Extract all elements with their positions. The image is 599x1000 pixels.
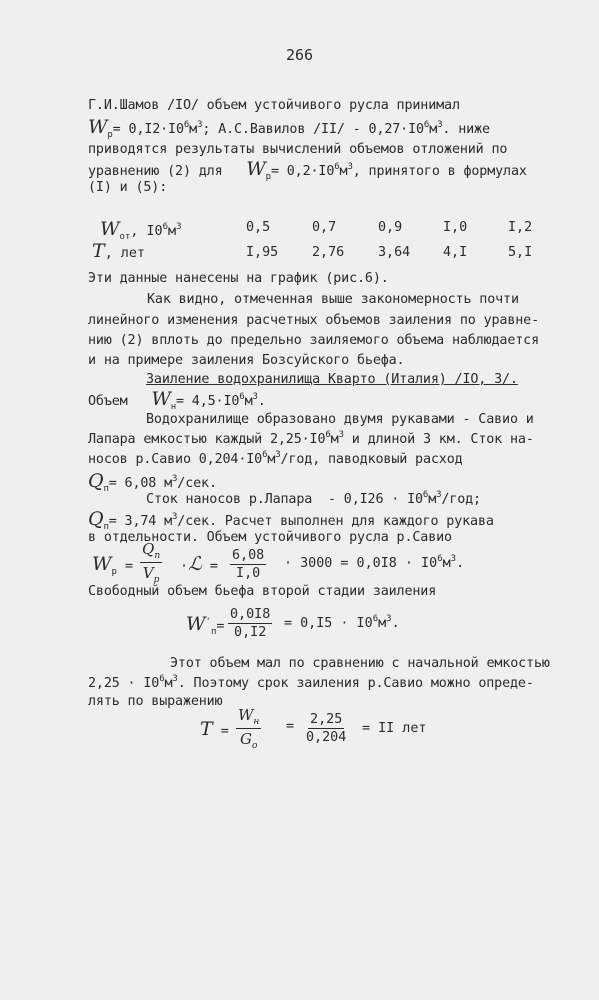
text-line: Эти данные нанесены на график (рис.6). [88, 271, 389, 286]
text-line: в отдельности. Объем устойчивого русла р.Савио [88, 530, 452, 545]
fraction: $\frac{2,25}{0,204}$ [306, 712, 347, 745]
text-line: $Q_п= 6,08$ $м^3$/сек. [88, 470, 217, 494]
text-line: и на примере заиления Бозсуйского бьефа. [88, 353, 405, 368]
table-cell: 0,9 [378, 220, 403, 235]
fraction: $Q_п$ $V_р$ [142, 540, 161, 585]
text-line: лять по выражению [88, 694, 223, 709]
fraction: $\frac{6,08}{I,0}$ [232, 548, 265, 581]
text-line: нию (2) вплоть до предельно заиляемого объема наблюдается [88, 333, 539, 348]
fraction: $\frac{0,0I8}{0,I2}$ [230, 607, 271, 640]
text-line: Как видно, отмеченная выше закономерность почти [147, 292, 519, 307]
handwritten-symbol: W [151, 388, 171, 410]
handwritten-symbol: Q [88, 470, 104, 492]
text-line: Сток наносов р.Лапара - $0,I26 \cdot I0^6м^3$/год; [146, 490, 481, 507]
text-line: Свободный объем бьефа второй стадии заиления [88, 584, 437, 599]
table-cell: 5,I [508, 245, 533, 260]
table-cell: 0,5 [246, 220, 271, 235]
table-cell: 0,7 [312, 220, 337, 235]
table-cell: I,0 [443, 220, 468, 235]
text-line: $W_р= 0,I2\cdot I0^6м^3$; А.С.Вавилов $/II/ - 0,27\cdot I0^6м^3$. ниже [88, 116, 490, 140]
text-line: Этот объем мал по сравнению с начальной емкостью [170, 656, 550, 671]
table-cell: 4,I [443, 245, 468, 260]
section-heading: Заиление водохранилища Кварто (Италия) /IO, 3/. [146, 372, 518, 387]
text-line: Объем $W_н= 4,5\cdot I0^6м^3$. [88, 388, 266, 412]
table-cell: I,2 [508, 220, 533, 235]
handwritten-symbol: Q [88, 508, 104, 530]
page-number: 266 [285, 46, 314, 64]
text-line: носов р.Савио $0,204\cdot I0^6м^3$/год, паводковый расход [88, 450, 463, 467]
handwritten-symbol: W [88, 116, 108, 138]
text-line: линейного изменения расчетных объемов заиления по уравне- [88, 313, 539, 328]
table-cell: I,95 [246, 245, 279, 260]
table-row-label: T, лет [92, 240, 145, 262]
fraction: $W_н$ $G_о$ [238, 706, 260, 751]
text-line: Водохранилище образовано двумя рукавами - Савио и [146, 412, 534, 427]
text-line: $Q_п= 3,74$ $м^3$/сек. Расчет выполнен для каждого рукава [88, 508, 494, 532]
text-line: (I) и (5): [88, 180, 168, 195]
table-cell: 2,76 [312, 245, 345, 260]
table-row-label: $W_{от}$, $I0^6м^3$ [100, 218, 182, 242]
text-line: $2,25 \cdot I0^6м^3$. Поэтому срок заиления р.Савио можно опреде- [88, 674, 534, 691]
table-cell: 3,64 [378, 245, 411, 260]
text-line: приводятся результаты вычислений объемов отложений по [88, 142, 508, 157]
text-line: уравнению (2) для $W_р= 0,2\cdot I0^6м^3$, принятого в формулах [88, 158, 527, 182]
handwritten-symbol: W [246, 158, 266, 180]
text-line: Лапара емкостью каждый $2,25\cdot I0^6м^3$ и длиной 3 км. Сток на- [88, 430, 534, 447]
text-line: Г.И.Шамов /IO/ объем устойчивого русла принимал [88, 98, 460, 113]
